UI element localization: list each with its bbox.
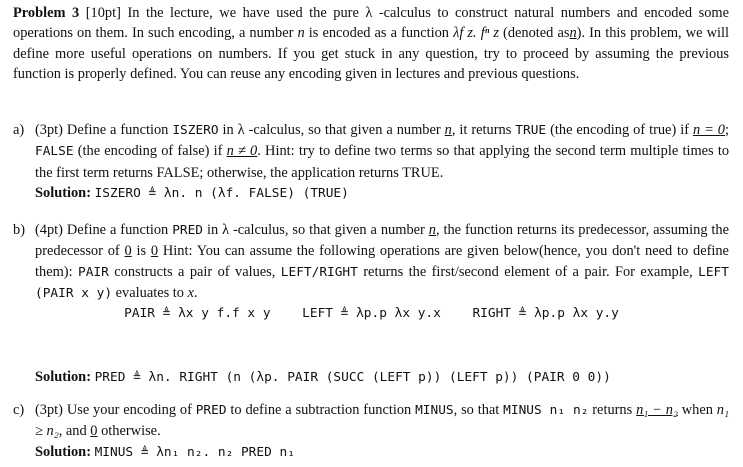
solution-a: ISZERO ≜ λn. n (λf. FALSE) (TRUE) [94, 185, 349, 201]
math-cond-zero: n = 0 [692, 122, 725, 138]
code-false: FALSE [35, 144, 74, 160]
solution-c: MINUS ≜ λn₁ n₂. n₂ PRED n₁ [94, 444, 295, 460]
math-cond: n₁ ≥ n₂ [35, 402, 729, 440]
code-pair: PAIR [78, 264, 109, 280]
question-a [13, 120, 729, 204]
code-iszero: ISZERO [172, 123, 219, 138]
question-b-text: evaluates to [115, 284, 184, 301]
question-b-text: in λ -calculus, so that given a number [206, 222, 425, 238]
problem-intro [13, 3, 729, 84]
math-n: n [428, 222, 436, 238]
math-zero: 0 [150, 243, 159, 260]
def-right: RIGHT ≜ λp.p λx y.y [472, 306, 619, 321]
solution-label: Solution: [35, 369, 91, 385]
math-diff: n₁ − n₂ [636, 402, 678, 418]
code-minus: MINUS [415, 403, 454, 418]
question-a-text: (the encoding of true) if [550, 122, 689, 138]
question-b [13, 220, 729, 304]
question-a-text: (3pt) Define a function [35, 122, 169, 138]
question-a-text: (the encoding of false) if [77, 143, 223, 160]
intro-text-3: (denoted as [503, 25, 570, 42]
question-a-body [35, 120, 729, 204]
math-n: n [444, 122, 452, 138]
code-pred: PRED [195, 403, 227, 418]
code-left-right: LEFT/RIGHT [280, 264, 358, 280]
question-c-body [35, 400, 729, 463]
code-pred: PRED [172, 223, 204, 238]
intro-text-2: is encoded as a function [308, 25, 450, 42]
code-minus-call: MINUS n₁ n₂ [503, 403, 589, 418]
solution-label: Solution: [35, 443, 91, 460]
problem-title: Problem 3 [13, 5, 80, 21]
question-b-text: , the function returns its predecessor, assuming the predecessor of [35, 222, 730, 260]
question-c-text: , so that [453, 402, 500, 418]
question-a-text: , it returns [451, 122, 512, 138]
intro-text-4: ). In this problem, we will define more useful operations on numbers. If you get stuck in any question, try to proceed by assuming the previous function is properly defined. You can reuse any encoding given in lectures and previous questions. [13, 25, 729, 82]
question-c-text: (3pt) Use your encoding of [35, 402, 192, 418]
intro-text-1: In the lecture, we have used the pure λ -calculus to construct natural numbers and encoded some operations on them. In such encoding, a number [13, 5, 729, 42]
intro-n-underline: n [569, 25, 577, 42]
def-left: LEFT ≜ λp.p λx y.x [302, 306, 441, 321]
question-b-body [35, 220, 729, 304]
question-a-text: in λ -calculus, so that given a number [222, 122, 441, 138]
math-zero: 0 [90, 423, 98, 440]
question-c [13, 400, 729, 463]
math-zero: 0 [124, 243, 132, 260]
question-c-text: , and [58, 423, 87, 440]
solution-b-line [35, 367, 735, 388]
question-c-text: to define a subtraction function [230, 402, 412, 418]
intro-n: n [297, 25, 305, 42]
question-a-marker: a) [13, 122, 25, 138]
question-b-text: . [193, 284, 198, 301]
question-c-text: when [681, 402, 713, 418]
solution-label: Solution: [35, 184, 91, 201]
solution-b: PRED ≜ λn. RIGHT (n (λp. PAIR (SUCC (LEFT p)) (LEFT p)) (PAIR 0 0)) [94, 370, 611, 385]
definitions-row [0, 303, 743, 324]
intro-func: λf z. fⁿ z [453, 25, 499, 42]
question-c-text: otherwise. [101, 423, 161, 440]
question-a-text: ; [724, 122, 729, 138]
question-b-text: (4pt) Define a function [35, 222, 169, 238]
question-b-text: Hint: You can assume the following operations are given below(hence, you don't need to define them): [35, 243, 729, 280]
code-true: TRUE [515, 123, 547, 138]
problem-points: [10pt] [85, 5, 121, 21]
def-pair: PAIR ≜ λx y f.f x y [124, 306, 271, 321]
math-cond-nonzero: n ≠ 0 [226, 143, 258, 160]
question-a-text: . Hint: try to define two terms so that applying the second term multiple times to the first term returns FALSE; otherwise, the application returns TRUE. [35, 143, 730, 181]
code-example: LEFT (PAIR x y) [35, 264, 729, 301]
question-b-text: returns the first/second element of a pair. For example, [363, 263, 693, 280]
question-c-marker: c) [13, 402, 25, 418]
math-x: x [187, 284, 194, 301]
question-c-text: returns [592, 402, 633, 418]
question-b-text: constructs a pair of values, [114, 263, 276, 280]
question-b-text: is [136, 243, 147, 260]
question-b-marker: b) [13, 222, 25, 238]
